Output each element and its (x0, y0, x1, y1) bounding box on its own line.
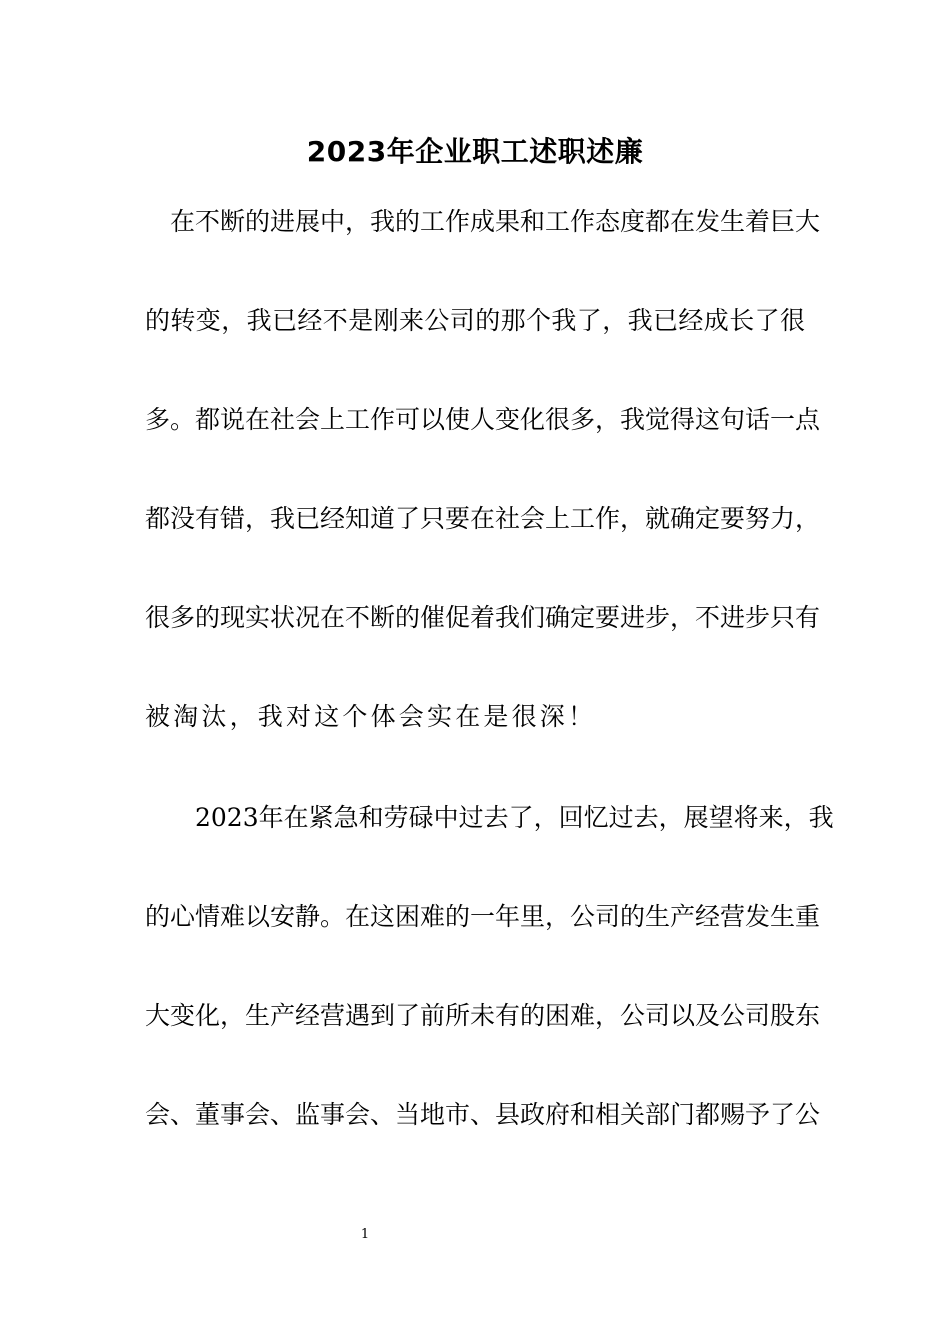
paragraph-1-line-5: 很多的现实状况在不断的催促着我们确定要进步，不进步只有 (145, 603, 821, 632)
page-number: 1 (360, 1227, 370, 1242)
paragraph-1-line-4: 都没有错，我已经知道了只要在社会上工作，就确定要努力， (145, 504, 821, 533)
paragraph-2-line-4: 会、董事会、监事会、当地市、县政府和相关部门都赐予了公 (145, 1100, 821, 1129)
document-title: 2023年企业职工述职述廉 (306, 135, 644, 168)
paragraph-1-line-1: 在不断的进展中，我的工作成果和工作态度都在发生着巨大 (145, 207, 821, 236)
paragraph-2-line-1: 2023年在紧急和劳碌中过去了，回忆过去，展望将来，我 (145, 803, 834, 832)
paragraph-1-line-6: 被淘汰，我对这个体会实在是很深！ (145, 702, 597, 731)
paragraph-2-line-2: 的心情难以安静。在这困难的一年里，公司的生产经营发生重 (145, 902, 821, 931)
paragraph-1-line-2: 的转变，我已经不是刚来公司的那个我了，我已经成长了很 (145, 306, 805, 335)
paragraph-2-line-3: 大变化，生产经营遇到了前所未有的困难，公司以及公司股东 (145, 1001, 821, 1030)
paragraph-1-line-3: 多。都说在社会上工作可以使人变化很多，我觉得这句话一点 (145, 405, 821, 434)
